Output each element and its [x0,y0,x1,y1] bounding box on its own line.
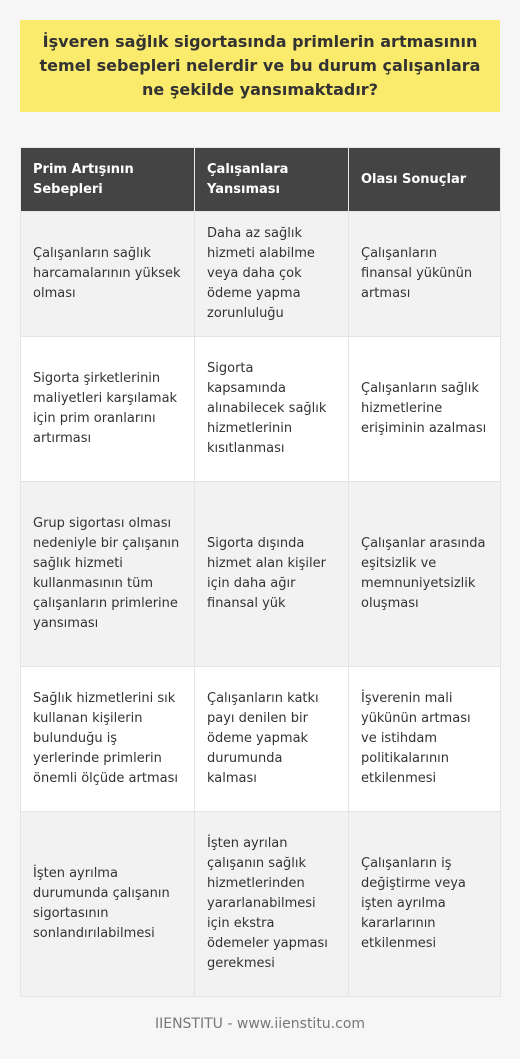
table-cell: Sigorta şirketlerinin maliyetleri karşılamak için prim oranlarını artırması [21,337,195,482]
table-row [21,667,501,812]
table-cell: Çalışanların finansal yükünün artması [349,212,501,337]
table-cell: Çalışanlar arasında eşitsizlik ve memnuniyetsizlik oluşması [349,482,501,667]
table-cell: Sigorta dışında hizmet alan kişiler için daha ağır finansal yük [195,482,349,667]
table-cell: Çalışanların katkı payı denilen bir ödeme yapmak durumunda kalması [195,667,349,812]
table-cell: Sağlık hizmetlerini sık kullanan kişilerin bulunduğu iş yerlerinde primlerin önemli ölçüde artması [21,667,195,812]
table-cell: İşverenin mali yükünün artması ve istihdam politikalarının etkilenmesi [349,667,501,812]
comparison-table [20,147,501,997]
table-cell: İşten ayrılma durumunda çalışanın sigortasının sonlandırılabilmesi [21,812,195,997]
table-row [21,482,501,667]
table-cell: Çalışanların sağlık harcamalarının yüksek olması [21,212,195,337]
page-title: İşveren sağlık sigortasında primlerin artmasının temel sebepleri nelerdir ve bu durum çalışanlara ne şekilde yansımaktadır? [39,32,481,99]
table-cell: Daha az sağlık hizmeti alabilme veya daha çok ödeme yapma zorunluluğu [195,212,349,337]
table-cell: Grup sigortası olması nedeniyle bir çalışanın sağlık hizmeti kullanmasının tüm çalışanların primlerine yansıması [21,482,195,667]
table-cell: Sigorta kapsamında alınabilecek sağlık hizmetlerinin kısıtlanması [195,337,349,482]
title-banner [20,20,500,112]
table-cell: İşten ayrılan çalışanın sağlık hizmetlerinden yararlanabilmesi için ekstra ödemeler yapması gerekmesi [195,812,349,997]
table-row [21,212,501,337]
table-header-row [21,148,501,212]
footer-credit: IIENSTITU - www.iienstitu.com [154,1016,366,1032]
table-cell: Çalışanların iş değiştirme veya işten ayrılma kararlarının etkilenmesi [349,812,501,997]
column-header-causes: Prim Artışının Sebepleri [21,148,195,212]
table-cell: Çalışanların sağlık hizmetlerine erişiminin azalması [349,337,501,482]
column-header-effects: Çalışanlara Yansıması [195,148,349,212]
table-row [21,337,501,482]
table-row [21,812,501,997]
column-header-outcomes: Olası Sonuçlar [349,148,501,212]
